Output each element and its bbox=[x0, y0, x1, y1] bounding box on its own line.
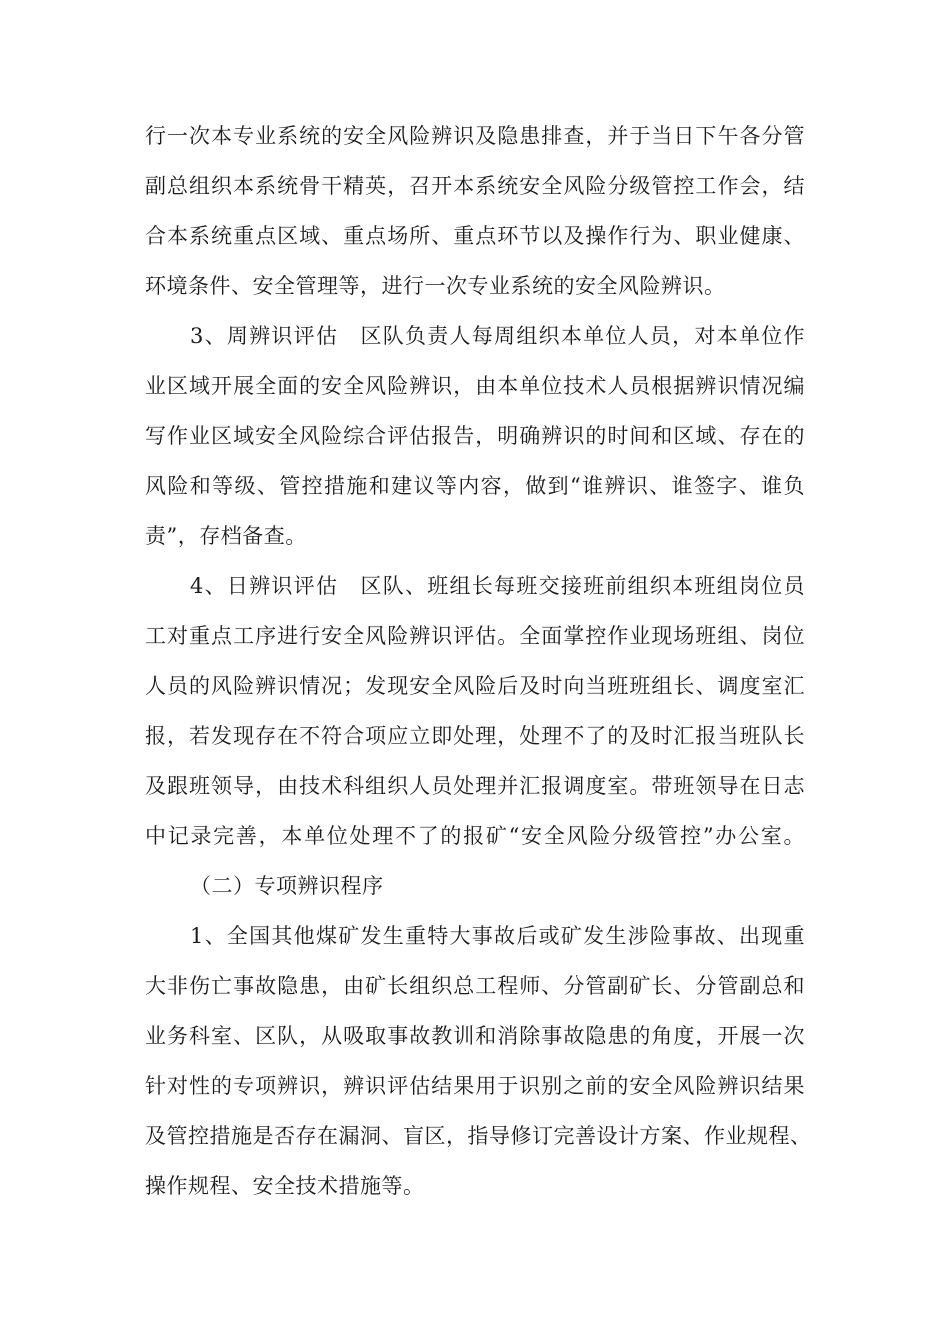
text-line: 行一次本专业系统的安全风险辨识及隐患排查，并于当日下午各分管 bbox=[145, 124, 805, 148]
text-line: 副总组织本系统骨干精英，召开本系统安全风险分级管控工作会，结 bbox=[145, 174, 805, 198]
text-line: 人员的风险辨识情况；发现安全风险后及时向当班班组长、调度室汇 bbox=[145, 674, 805, 698]
text-line: 环境条件、安全管理等，进行一次专业系统的安全风险辨识。 bbox=[145, 274, 726, 298]
section-heading-special: （二）专项辨识程序 bbox=[190, 874, 384, 898]
text-line: 合本系统重点区域、重点场所、重点环节以及操作行为、职业健康、 bbox=[145, 224, 805, 248]
text-line: 针对性的专项辨识，辨识评估结果用于识别之前的安全风险辨识结果 bbox=[145, 1074, 805, 1098]
section-heading-weekly: 3、周辨识评估 区队负责人每周组织本单位人员，对本单位作 bbox=[190, 324, 805, 348]
text-line: 大非伤亡事故隐患，由矿长组织总工程师、分管副矿长、分管副总和 bbox=[145, 974, 805, 998]
text-line: 风险和等级、管控措施和建议等内容，做到“谁辨识、谁签字、谁负 bbox=[145, 474, 805, 498]
text-line: 责”，存档备查。 bbox=[145, 524, 307, 548]
text-line: 业区域开展全面的安全风险辨识，由本单位技术人员根据辨识情况编 bbox=[145, 374, 805, 398]
text-line: 业务科室、区队，从吸取事故教训和消除事故隐患的角度，开展一次 bbox=[145, 1024, 805, 1048]
text-line: 工对重点工序进行安全风险辨识评估。全面掌控作业现场班组、岗位 bbox=[145, 624, 805, 648]
text-line: 报，若发现存在不符合项应立即处理，处理不了的及时汇报当班队长 bbox=[145, 724, 805, 748]
text-line: 1、全国其他煤矿发生重特大事故后或矿发生涉险事故、出现重 bbox=[190, 924, 805, 948]
text-line: 写作业区域安全风险综合评估报告，明确辨识的时间和区域、存在的 bbox=[145, 424, 805, 448]
text-line: 及管控措施是否存在漏洞、盲区，指导修订完善设计方案、作业规程、 bbox=[145, 1124, 812, 1148]
text-line: 及跟班领导，由技术科组织人员处理并汇报调度室。带班领导在日志 bbox=[145, 774, 805, 798]
text-line: 中记录完善，本单位处理不了的报矿“安全风险分级管控”办公室。 bbox=[145, 824, 805, 848]
section-heading-daily: 4、日辨识评估 区队、班组长每班交接班前组织本班组岗位员 bbox=[190, 574, 805, 598]
text-line: 操作规程、安全技术措施等。 bbox=[145, 1174, 425, 1198]
